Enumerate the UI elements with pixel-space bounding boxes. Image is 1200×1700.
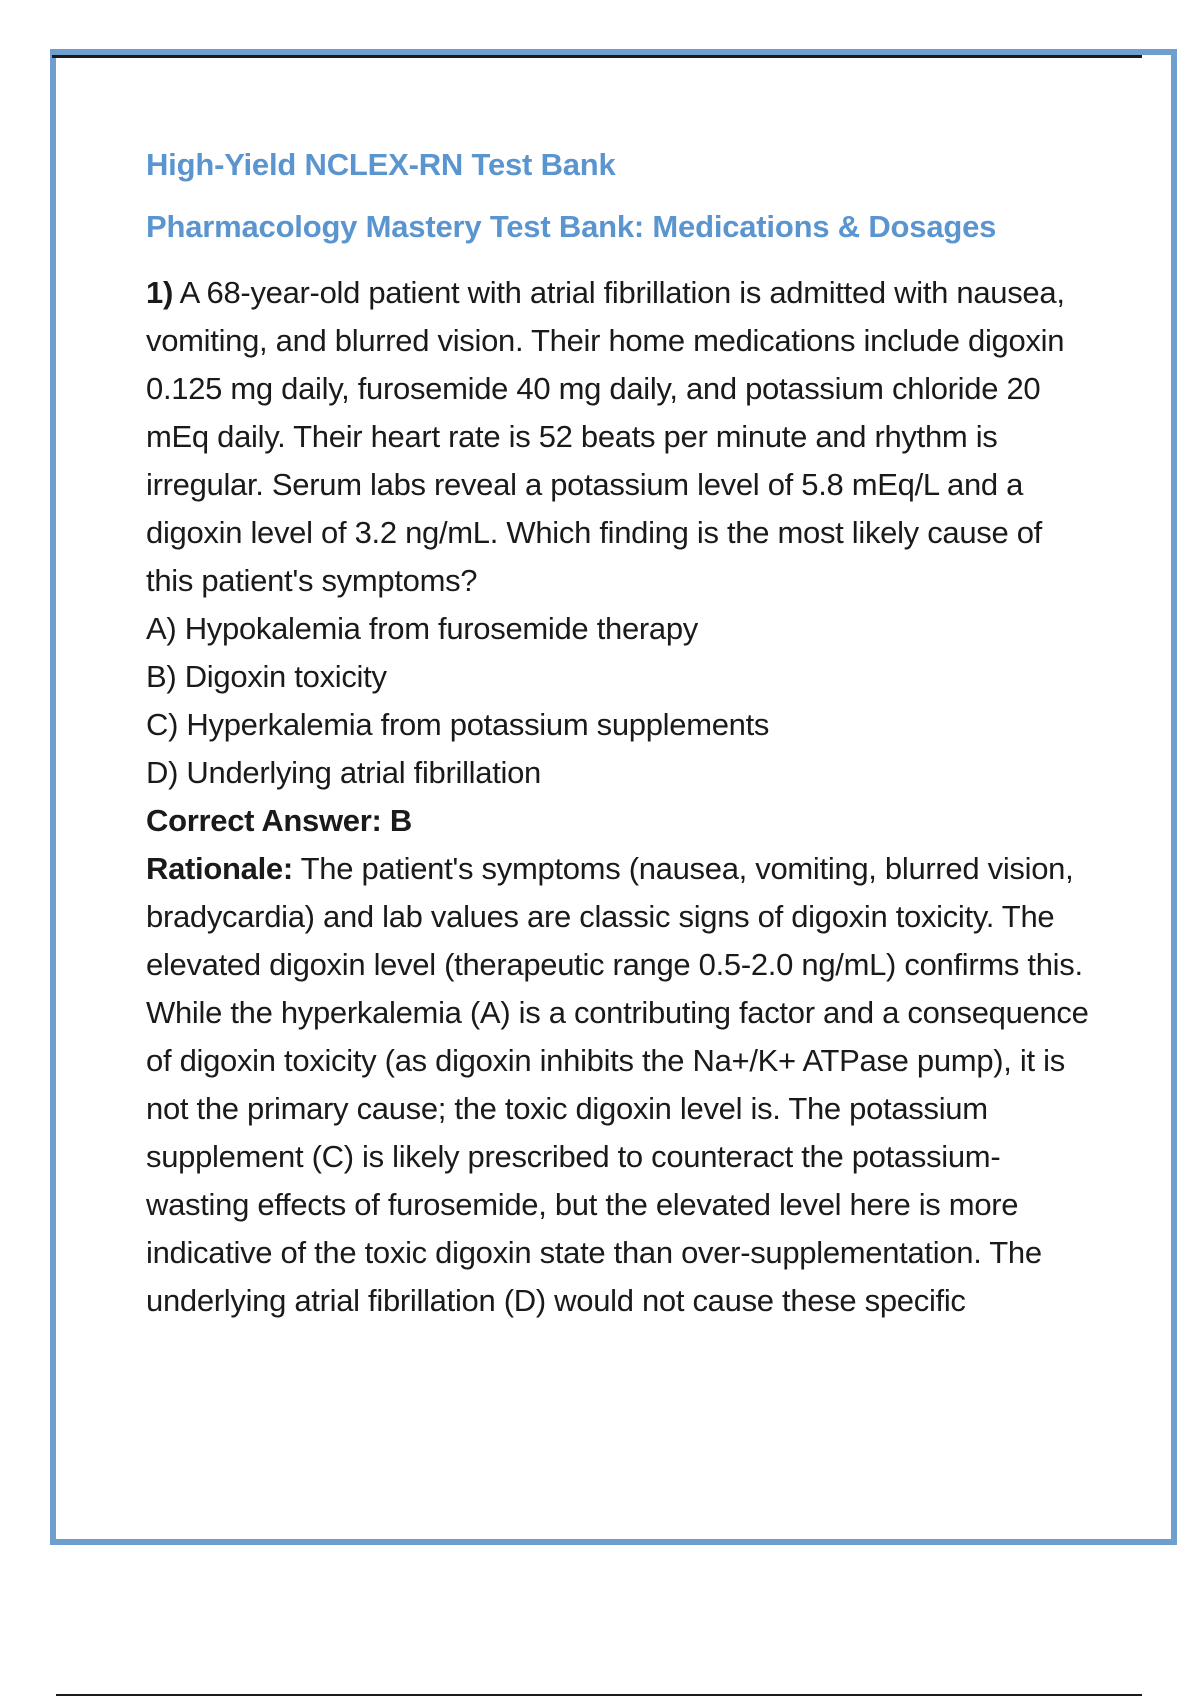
- question-stem: [146, 269, 1096, 605]
- top-divider: [52, 55, 1142, 58]
- option-b: B) Digoxin toxicity: [146, 659, 387, 694]
- rationale-body: The patient's symptoms (nausea, vomiting, blurred vision, bradycardia) and lab values are classic signs of digoxin toxicity. The elevated digoxin level (therapeutic range 0.5-2.0 ng/mL) confirms this. While the hyperkalemia (A) is a contributing factor and a consequence of digoxin toxicity (as digoxin inhibits the Na+/K+ ATPase pump), it is not the primary cause; the toxic digoxin level is. The potassium supplement (C) is likely prescribed to counteract the potassium-wasting effects of furosemide, but the elevated level here is more indicative of the toxic digoxin state than over-supplementation. The underlying atrial fibrillation (D) would not cause these specific: [146, 851, 1089, 1318]
- test-bank-title: High-Yield NCLEX-RN Test Bank: [146, 147, 616, 182]
- option-d: D) Underlying atrial fibrillation: [146, 755, 541, 790]
- rationale: [146, 845, 1096, 1325]
- document-content: [146, 145, 1096, 1325]
- rationale-label: Rationale:: [146, 851, 293, 886]
- question-number: 1): [146, 275, 173, 310]
- bottom-divider: [56, 1694, 1142, 1696]
- correct-answer: Correct Answer: B: [146, 803, 412, 838]
- option-a: A) Hypokalemia from furosemide therapy: [146, 611, 698, 646]
- question-stem-text: A 68-year-old patient with atrial fibrillation is admitted with nausea, vomiting, and blurred vision. Their home medications include digoxin 0.125 mg daily, furosemide 40 mg daily, and potassium chloride 20 mEq daily. Their heart rate is 52 beats per minute and rhythm is irregular. Serum labs reveal a potassium level of 5.8 mEq/L and a digoxin level of 3.2 ng/mL. Which finding is the most likely cause of this patient's symptoms?: [146, 275, 1065, 598]
- test-bank-subtitle: Pharmacology Mastery Test Bank: Medications & Dosages: [146, 209, 997, 244]
- option-c: C) Hyperkalemia from potassium supplements: [146, 707, 770, 742]
- answer-options: [146, 605, 1096, 797]
